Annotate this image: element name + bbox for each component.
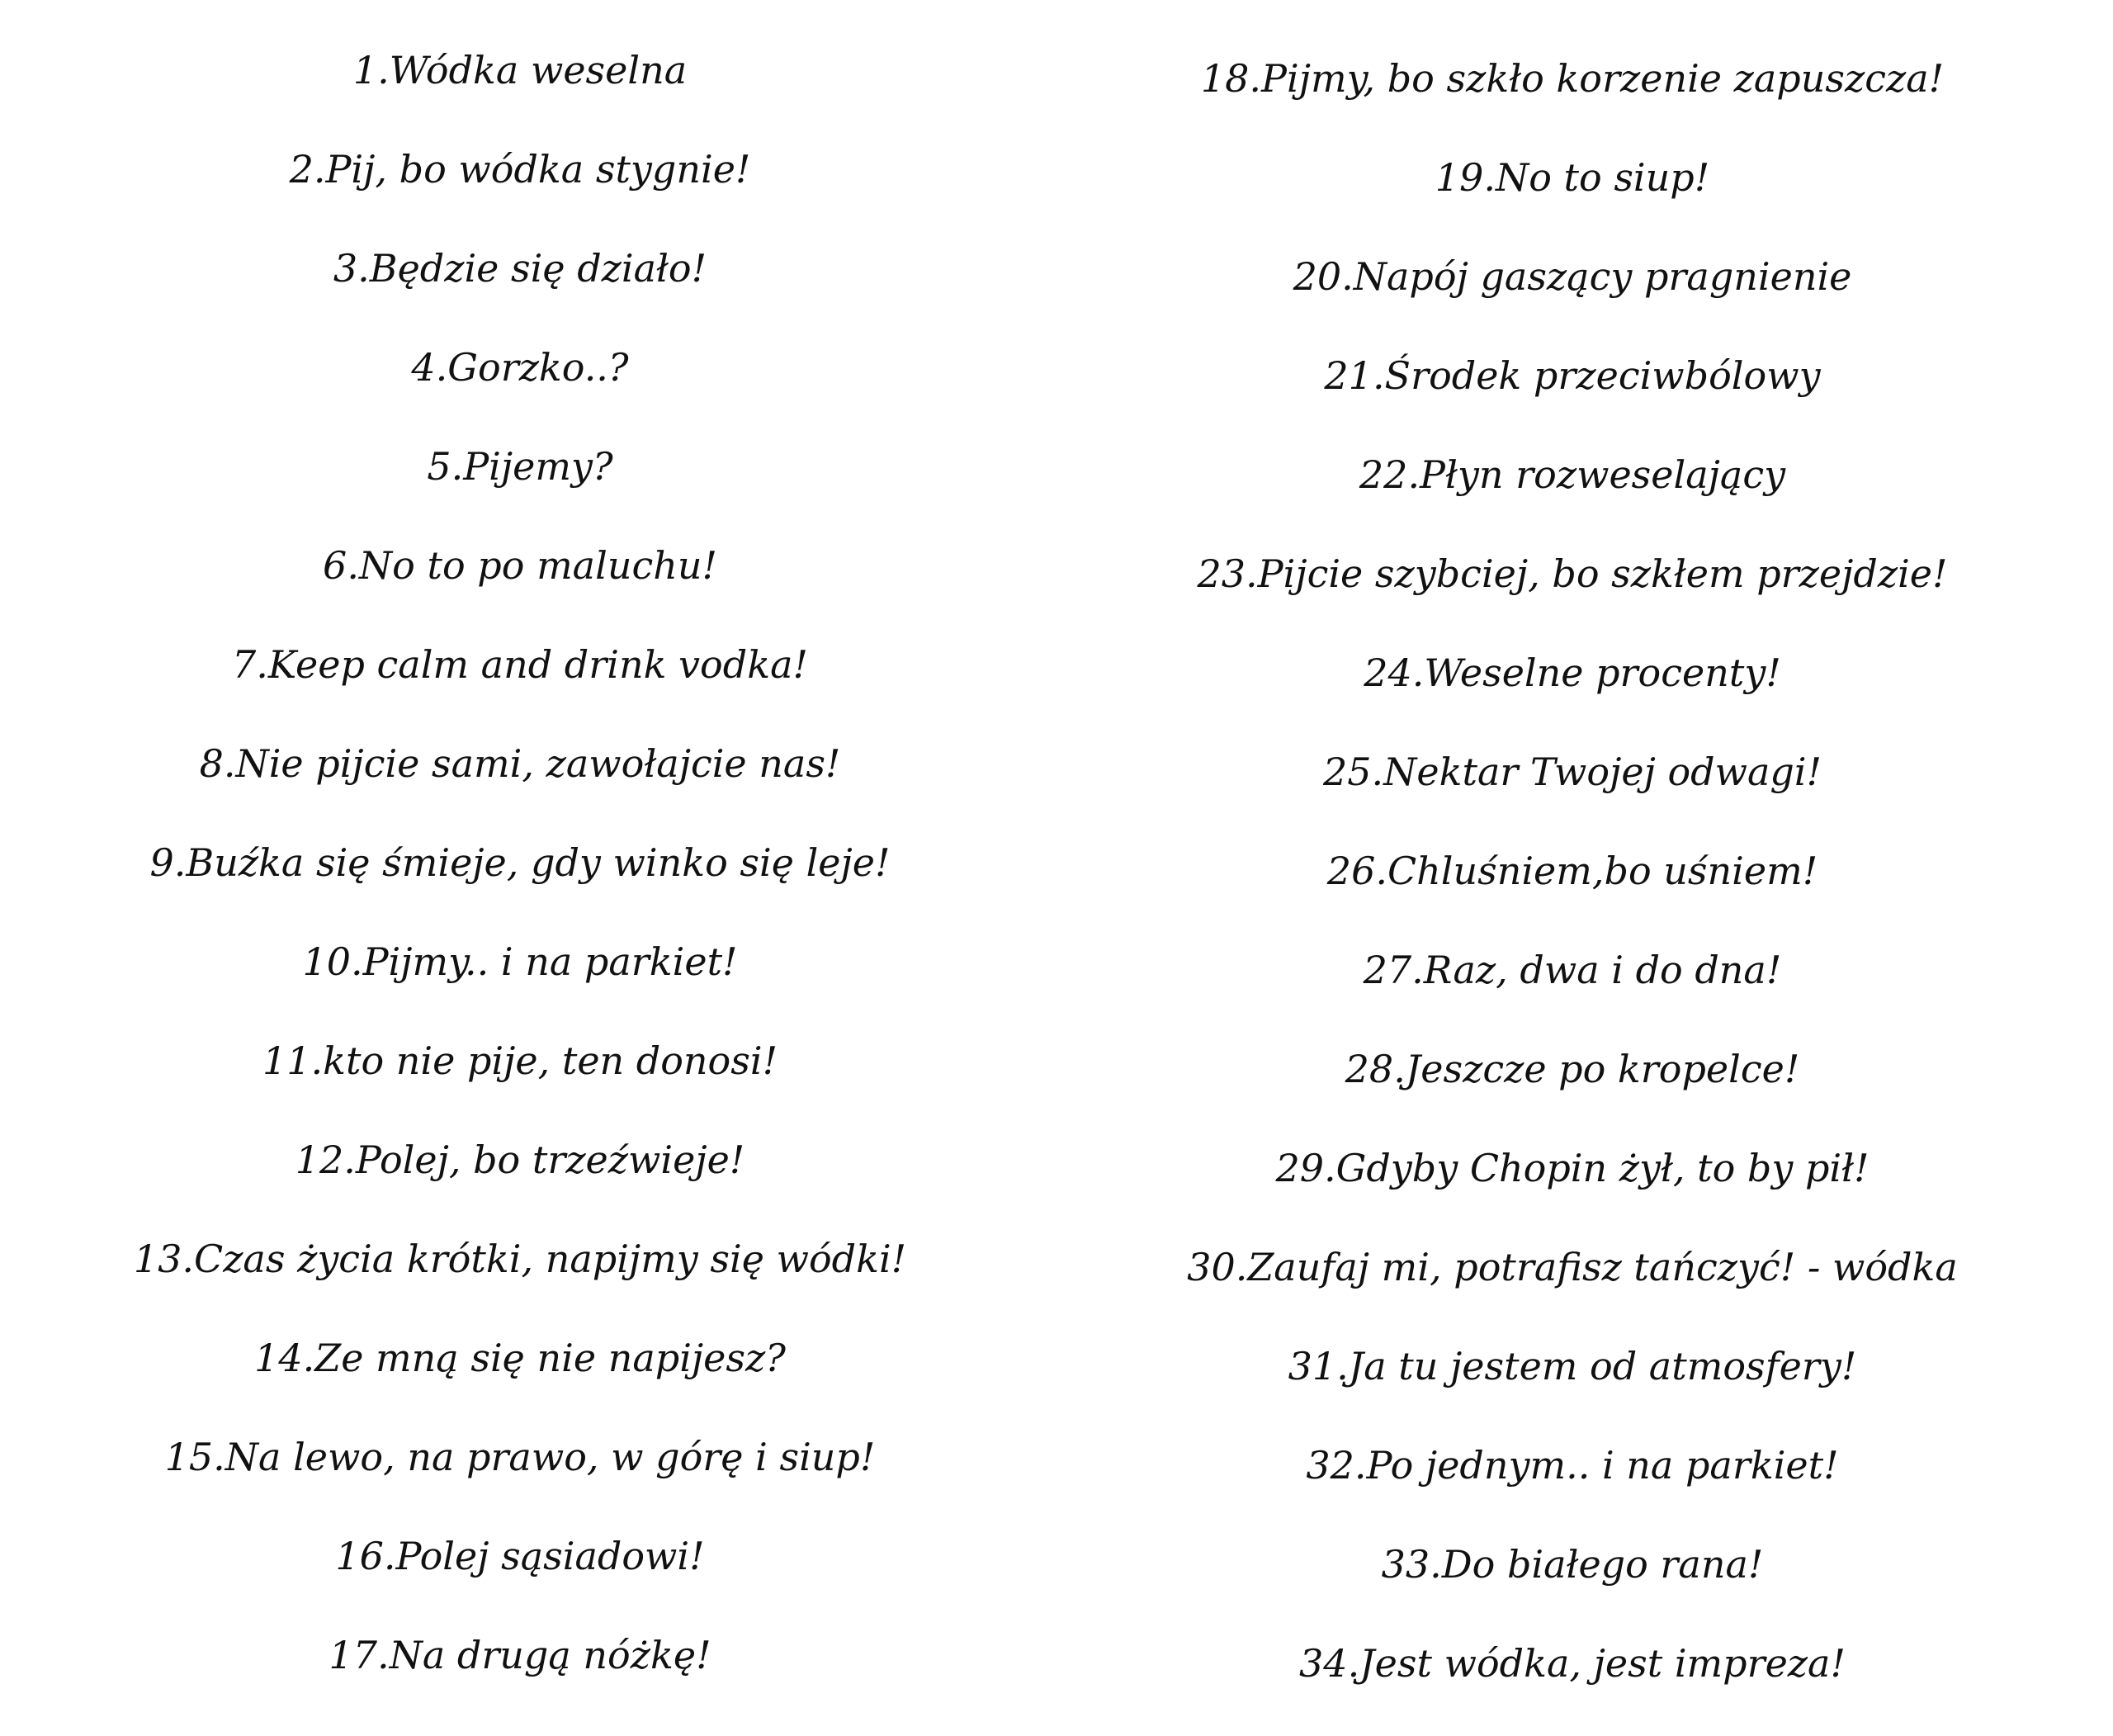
list-item: 30.Zaufaj mi, potrafisz tańczyć! - wódka [1187,1245,1958,1289]
list-item: 5.Pijemy? [427,444,613,489]
list-item: 12.Polej, bo trzeźwieje! [295,1138,745,1182]
list-item: 1.Wódka weselna [352,48,688,92]
list-item: 19.No to siup! [1435,155,1710,200]
list-item: 9.Buźka się śmieje, gdy winko się leje! [149,840,891,885]
list-item: 4.Gorzko..? [411,345,629,390]
list-item: 10.Pijmy.. i na parkiet! [302,939,738,984]
list-item: 33.Do białego rana! [1381,1542,1764,1587]
list-item: 27.Raz, dwa i do dna! [1363,948,1782,992]
list-item: 34.Jest wódka, jest impreza! [1299,1641,1846,1686]
list-item: 18.Pijmy, bo szkło korzenie zapuszcza! [1200,56,1945,101]
list-item: 11.kto nie pije, ten donosi! [262,1038,778,1083]
list-item: 22.Płyn rozweselający [1359,452,1786,497]
list-item: 31.Ja tu jestem od atmosfery! [1288,1344,1857,1388]
list-item: 20.Napój gaszący pragnienie [1293,254,1852,299]
list-item: 6.No to po maluchu! [323,543,717,588]
list-item: 16.Polej sąsiadowi! [335,1534,705,1578]
left-column [124,0,916,1736]
list-item: 24.Weselne procenty! [1364,650,1781,695]
list-item: 17.Na drugą nóżkę! [329,1633,711,1677]
list-item: 25.Nektar Twojej odwagi! [1322,750,1822,794]
list-item: 2.Pij, bo wódka stygnie! [289,147,751,192]
list-item: 8.Nie pijcie sami, zawołajcie nas! [199,741,841,786]
list-item: 3.Będzie się działo! [333,246,707,291]
list-item: 14.Ze mną się nie napijesz? [254,1336,786,1380]
list-item: 26.Chluśniem,bo uśniem! [1326,849,1818,893]
list-item: 21.Środek przeciwbólowy [1324,353,1821,398]
list-item: 32.Po jednym.. i na parkiet! [1306,1443,1839,1488]
list-item: 15.Na lewo, na prawo, w górę i siup! [164,1435,876,1479]
list-item: 7.Keep calm and drink vodka! [232,642,808,687]
list-item: 28.Jeszcze po kropelce! [1345,1047,1800,1091]
list-item: 13.Czas życia krótki, napijmy się wódki! [133,1237,907,1281]
right-column [1156,0,1989,1736]
list-item: 23.Pijcie szybciej, bo szkłem przejdzie! [1197,551,1948,596]
list-item: 29.Gdyby Chopin żył, to by pił! [1275,1146,1870,1190]
